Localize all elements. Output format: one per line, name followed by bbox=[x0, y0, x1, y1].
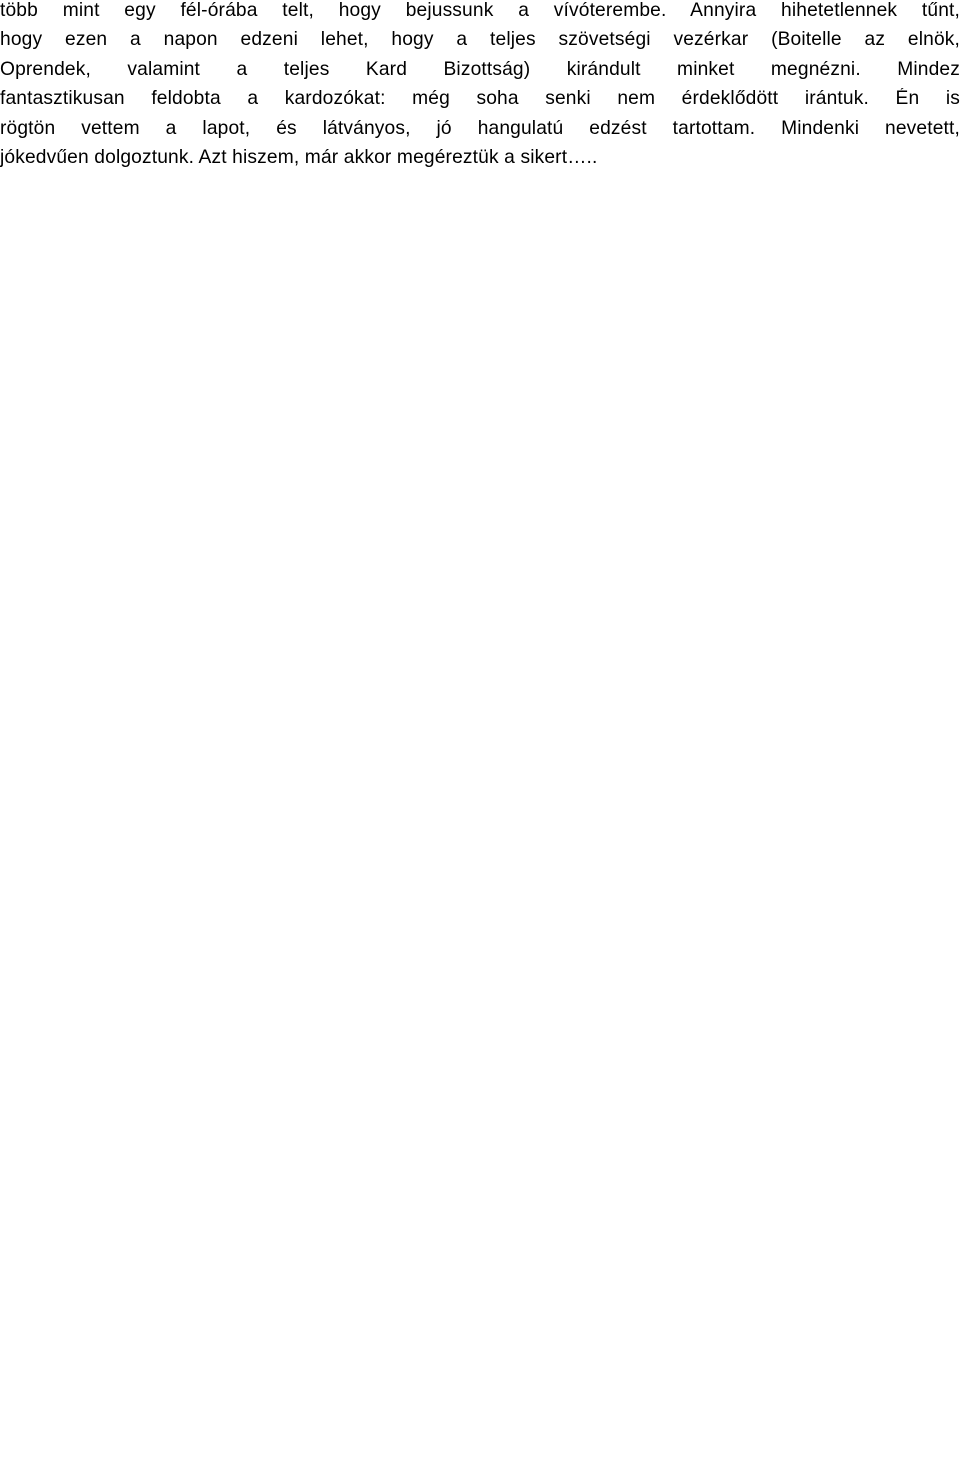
text-line: Oprendek, valamint a teljes Kard Bizottság) kirándult minket megnézni. Mindez bbox=[0, 59, 960, 80]
text-line: hogy ezen a napon edzeni lehet, hogy a teljes szövetségi vezérkar (Boitelle az elnök, bbox=[0, 29, 960, 50]
text-line: fantasztikusan feldobta a kardozókat: még soha senki nem érdeklődött irántuk. Én is bbox=[0, 88, 960, 109]
text-line: rögtön vettem a lapot, és látványos, jó hangulatú edzést tartottam. Mindenki nevetett, bbox=[0, 118, 960, 139]
text-line: több mint egy fél-órába telt, hogy bejussunk a vívóterembe. Annyira hihetetlennek tűnt, bbox=[0, 0, 960, 21]
text-line: jókedvűen dolgoztunk. Azt hiszem, már akkor megéreztük a sikert….. bbox=[0, 147, 598, 168]
